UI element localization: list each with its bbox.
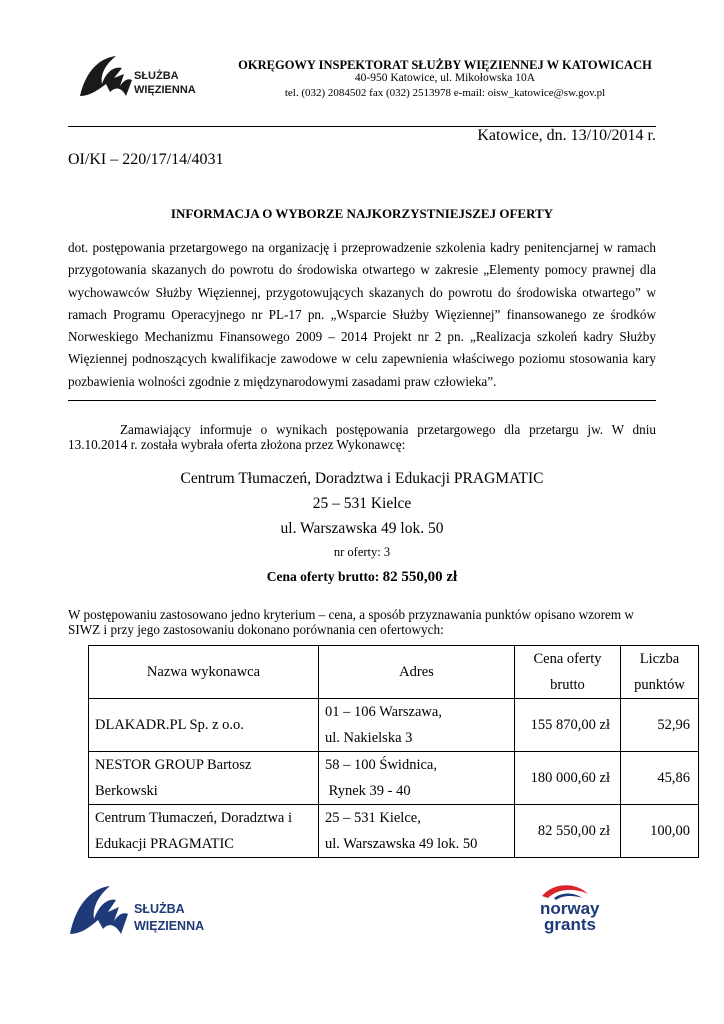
offers-table <box>88 645 699 858</box>
winner-price-label: Cena oferty brutto: <box>266 569 380 584</box>
table-row <box>89 699 699 752</box>
header-price-line2: brutto <box>550 677 585 693</box>
cell-points: 45,86 <box>621 752 699 805</box>
header-name: Nazwa wykonawca <box>89 646 319 699</box>
cell-address <box>319 752 515 805</box>
cell-name <box>89 699 319 752</box>
cell-name-line1: NESTOR GROUP Bartosz <box>95 757 252 773</box>
norway-grants-logo <box>532 880 612 936</box>
header-price-line1: Cena oferty <box>533 651 602 667</box>
winner-name: Centrum Tłumaczeń, Doradztwa i Edukacji PRAGMATIC <box>180 470 544 487</box>
cell-name-line2: Edukacji PRAGMATIC <box>95 836 234 852</box>
winner-price <box>68 569 656 586</box>
winner-street: ul. Warszawska 49 lok. 50 <box>280 520 444 537</box>
header-points <box>621 646 699 699</box>
cell-price: 180 000,60 zł <box>515 752 621 805</box>
org-name: OKRĘGOWY INSPEKTORAT SŁUŻBY WIĘZIENNEJ W KATOWICACH <box>238 58 652 72</box>
cell-name <box>89 805 319 858</box>
cell-address-line1: 58 – 100 Świdnica, <box>325 757 437 773</box>
cell-name <box>89 752 319 805</box>
footer-sw-emblem-icon <box>70 886 128 934</box>
document-title: INFORMACJA O WYBORZE NAJKORZYSTNIEJSZEJ OFERTY <box>170 206 554 221</box>
cell-address-line2: Rynek 39 - 40 <box>325 783 411 799</box>
table-row <box>89 805 699 858</box>
cell-address <box>319 699 515 752</box>
norway-line2: grants <box>544 915 596 934</box>
norway-line1: norway <box>540 899 600 918</box>
org-address: 40-950 Katowice, ul. Mikołowska 10A <box>354 72 536 84</box>
header-points-line1: Liczba <box>639 651 680 667</box>
footer-sluzba-wiezienna-logo <box>66 880 226 940</box>
reference-number: OI/KI – 220/17/14/4031 <box>68 151 224 168</box>
cell-name-line2: Berkowski <box>95 783 158 799</box>
winner-offer-number: nr oferty: 3 <box>333 545 391 559</box>
sw-emblem-icon <box>80 56 132 96</box>
logo-line2: WIĘZIENNA <box>134 84 196 96</box>
intro-paragraph: Zamawiający informuje o wynikach postępowania przetargowego dla przetargu jw. W dniu 13.10.2014 r. została wybrała oferta złożona przez Wykonawcę: <box>68 422 656 452</box>
header-price <box>515 646 621 699</box>
logo-line1: SŁUŻBA <box>134 70 179 82</box>
table-header-row <box>89 646 699 699</box>
winner-city: 25 – 531 Kielce <box>312 495 412 512</box>
winner-price-value: 82 550,00 zł <box>382 569 458 585</box>
subject-paragraph: dot. postępowania przetargowego na organizację i przeprowadzenie szkolenia kadry penitencjarnej w ramach przygotowania skazanych do powrotu do środowiska otwartego w zakresie „Elementy pomocy prawnej dla wychowawców Służby Więziennej, przygotowujących skazanych do powrotu do środowiska otwartego” w ramach Programu Operacyjnego nr PL-17 pn. „Wsparcie Służby Więziennej” finansowanego ze środków Norweskiego Mechanizmu Finansowego 2009 – 2014 Projekt nr 2 pn. „Realizacja szkoleń kadry Służby Więziennej podnoszących kwalifikacje zawodowe w celu zapewnienia właściwego poziomu stosowania kary pozbawienia wolności zgodnie z międzynarodowymi zasadami praw człowieka”. <box>68 240 656 389</box>
criteria-paragraph: W postępowaniu zastosowano jedno kryterium – cena, a sposób przyznawania punktów opisano wzorem w SIWZ i przy jego zastosowaniu dokonano porównania cen ofertowych: <box>68 607 634 637</box>
cell-address <box>319 805 515 858</box>
table-row <box>89 752 699 805</box>
header-address: Adres <box>319 646 515 699</box>
header-points-line2: punktów <box>634 677 685 693</box>
place-date: Katowice, dn. 13/10/2014 r. <box>477 127 656 144</box>
cell-points: 100,00 <box>621 805 699 858</box>
cell-address-line2: ul. Nakielska 3 <box>325 730 413 746</box>
org-contact: tel. (032) 2084502 fax (032) 2513978 e-mail: oisw_katowice@sw.gov.pl <box>284 87 606 99</box>
cell-address-line1: 01 – 106 Warszawa, <box>325 704 442 720</box>
cell-address-line2: ul. Warszawska 49 lok. 50 <box>325 836 478 852</box>
cell-price: 155 870,00 zł <box>515 699 621 752</box>
footer-logo-line2: WIĘZIENNA <box>134 919 205 933</box>
cell-name-line1: DLAKADR.PL Sp. z o.o. <box>95 717 244 733</box>
cell-address-line1: 25 – 531 Kielce, <box>325 810 421 826</box>
subject-divider <box>68 400 656 401</box>
cell-price: 82 550,00 zł <box>515 805 621 858</box>
cell-points: 52,96 <box>621 699 699 752</box>
footer-logo-line1: SŁUŻBA <box>134 902 185 916</box>
cell-name-line1: Centrum Tłumaczeń, Doradztwa i <box>95 810 293 826</box>
